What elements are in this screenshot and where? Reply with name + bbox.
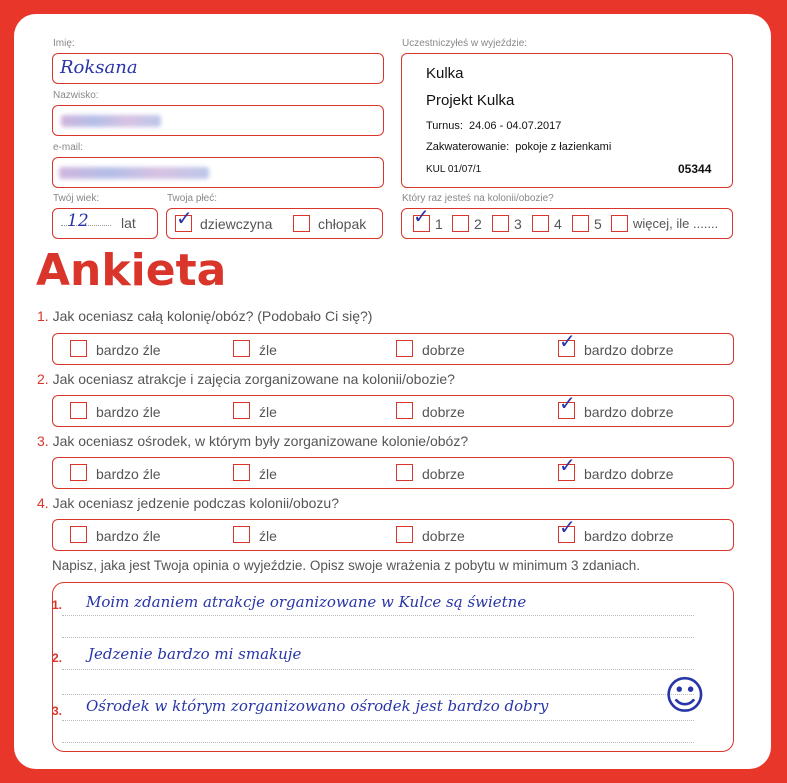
age-field[interactable] xyxy=(52,208,158,239)
surname-field[interactable] xyxy=(52,105,384,136)
email-field[interactable] xyxy=(52,157,384,188)
q2-bardzo-zle-checkbox[interactable] xyxy=(70,402,87,419)
times-3-checkbox[interactable] xyxy=(492,215,509,232)
smiley-icon: ☺ xyxy=(664,673,706,719)
accommodation-value: pokoje z łazienkami xyxy=(515,141,612,153)
camp-project: Projekt Kulka xyxy=(426,92,515,109)
q4-bardzo-zle-checkbox[interactable] xyxy=(70,526,87,543)
q4-bardzo-zle-label: bardzo źle xyxy=(96,528,161,544)
q1-dobrze-label: dobrze xyxy=(422,342,465,358)
q3-bardzo-zle-checkbox[interactable] xyxy=(70,464,87,481)
q2-zle-label: źle xyxy=(259,404,277,420)
q1-bardzo-zle-checkbox[interactable] xyxy=(70,340,87,357)
q3-zle-checkbox[interactable] xyxy=(233,464,250,481)
question-2 xyxy=(37,371,455,387)
question-2-text: Jak oceniasz atrakcje i zajęcia zorganizowane na kolonii/obozie? xyxy=(52,371,455,387)
question-3-text: Jak oceniasz ośrodek, w którym były zorganizowane kolonie/obóz? xyxy=(52,433,469,449)
question-4 xyxy=(37,495,339,511)
survey-title: Ankieta xyxy=(36,245,227,296)
q2-dobrze-checkbox[interactable] xyxy=(396,402,413,419)
gender-girl-label: dziewczyna xyxy=(200,216,273,232)
gender-girl-check: ✓ xyxy=(176,206,193,230)
q1-zle-label: źle xyxy=(259,342,277,358)
gender-label: Twoja płeć: xyxy=(167,193,218,204)
question-1 xyxy=(37,308,372,324)
name-value: Roksana xyxy=(60,57,138,78)
surname-label: Nazwisko: xyxy=(53,90,99,101)
turnus-label: Turnus: xyxy=(426,120,463,132)
question-4-text: Jak oceniasz jedzenie podczas kolonii/obozu? xyxy=(52,495,339,511)
age-unit: lat xyxy=(121,215,136,231)
q4-zle-label: źle xyxy=(259,528,277,544)
q3-dobrze-label: dobrze xyxy=(422,466,465,482)
times-5-checkbox[interactable] xyxy=(572,215,589,232)
q1-dobrze-checkbox[interactable] xyxy=(396,340,413,357)
opinion-line-1b xyxy=(62,637,694,638)
camp-info-box xyxy=(401,53,733,188)
email-label: e-mail: xyxy=(53,142,84,153)
turnus-value: 24.06 - 04.07.2017 xyxy=(469,120,562,132)
opinion-3-text: Ośrodek w którym zorganizowano ośrodek jest bardzo dobry xyxy=(86,697,549,715)
name-label: Imię: xyxy=(53,38,75,49)
question-1-number: 1. xyxy=(37,308,49,324)
redacted-surname xyxy=(61,115,161,127)
q2-bardzo-dobrze-label: bardzo dobrze xyxy=(584,404,674,420)
accommodation-label: Zakwaterowanie: xyxy=(426,141,510,153)
participated-label: Uczestniczyłeś w wyjeździe: xyxy=(402,38,528,49)
question-3-number: 3. xyxy=(37,433,49,449)
q4-check: ✓ xyxy=(559,515,576,539)
opinion-1-text: Moim zdaniem atrakcje organizowane w Kulce są świetne xyxy=(86,593,527,611)
redacted-email xyxy=(59,167,209,179)
q3-bardzo-zle-label: bardzo źle xyxy=(96,466,161,482)
opinion-line-2 xyxy=(62,669,694,670)
question-2-number: 2. xyxy=(37,371,49,387)
q4-bardzo-dobrze-label: bardzo dobrze xyxy=(584,528,674,544)
accommodation-row xyxy=(426,141,611,153)
opinion-2-number: 2. xyxy=(52,651,63,665)
q3-dobrze-checkbox[interactable] xyxy=(396,464,413,481)
times-more-label: więcej, ile ....... xyxy=(633,216,719,231)
opinion-prompt: Napisz, jaka jest Twoja opinia o wyjeździe. Opisz swoje wrażenia z pobytu w minimum 3 zdaniach. xyxy=(52,558,641,573)
q2-zle-checkbox[interactable] xyxy=(233,402,250,419)
turnus-row xyxy=(426,120,561,132)
times-3-label: 3 xyxy=(514,216,522,232)
q1-bardzo-dobrze-label: bardzo dobrze xyxy=(584,342,674,358)
opinion-1-number: 1. xyxy=(52,598,63,612)
opinion-line-2b xyxy=(62,694,694,695)
gender-boy-checkbox[interactable] xyxy=(293,215,310,232)
times-more-checkbox[interactable] xyxy=(611,215,628,232)
q3-zle-label: źle xyxy=(259,466,277,482)
question-4-number: 4. xyxy=(37,495,49,511)
times-4-checkbox[interactable] xyxy=(532,215,549,232)
name-field[interactable] xyxy=(52,53,384,84)
q3-bardzo-dobrze-label: bardzo dobrze xyxy=(584,466,674,482)
q1-bardzo-zle-label: bardzo źle xyxy=(96,342,161,358)
opinion-line-1 xyxy=(62,615,694,616)
camp-number: 05344 xyxy=(678,162,712,176)
age-label: Twój wiek: xyxy=(53,193,100,204)
opinion-line-3b xyxy=(62,742,694,743)
times-2-checkbox[interactable] xyxy=(452,215,469,232)
q1-zle-checkbox[interactable] xyxy=(233,340,250,357)
q2-check: ✓ xyxy=(559,391,576,415)
gender-boy-label: chłopak xyxy=(318,216,367,232)
q2-bardzo-zle-label: bardzo źle xyxy=(96,404,161,420)
camp-name: Kulka xyxy=(426,65,464,82)
times-1-check: ✓ xyxy=(413,204,430,228)
opinion-2-text: Jedzenie bardzo mi smakuje xyxy=(88,645,302,663)
question-1-text: Jak oceniasz całą kolonię/obóz? (Podobało Ci się?) xyxy=(52,308,373,324)
q1-check: ✓ xyxy=(559,329,576,353)
age-value: 12 xyxy=(67,211,89,231)
times-2-label: 2 xyxy=(474,216,482,232)
q4-dobrze-label: dobrze xyxy=(422,528,465,544)
q2-dobrze-label: dobrze xyxy=(422,404,465,420)
q4-zle-checkbox[interactable] xyxy=(233,526,250,543)
times-label: Który raz jesteś na kolonii/obozie? xyxy=(402,193,554,204)
q4-dobrze-checkbox[interactable] xyxy=(396,526,413,543)
times-4-label: 4 xyxy=(554,216,562,232)
times-5-label: 5 xyxy=(594,216,602,232)
camp-code: KUL 01/07/1 xyxy=(426,164,482,175)
times-1-label: 1 xyxy=(435,216,443,232)
opinion-3-number: 3. xyxy=(52,704,63,718)
q3-check: ✓ xyxy=(559,453,576,477)
opinion-line-3 xyxy=(62,720,694,721)
question-3 xyxy=(37,433,468,449)
